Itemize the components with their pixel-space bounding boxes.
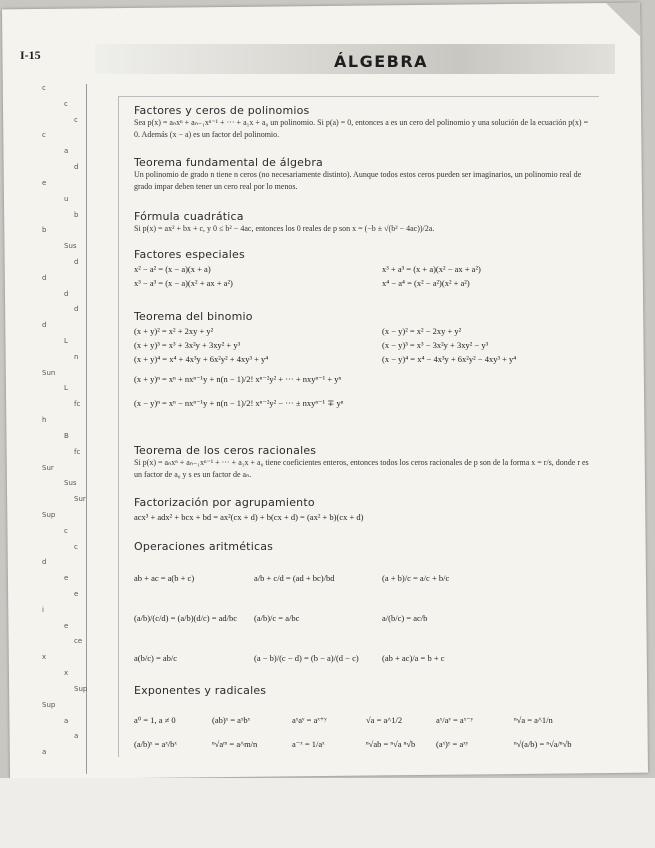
margin-mark: h <box>42 416 47 424</box>
margin-mark: d <box>74 163 79 171</box>
margin-mark: L <box>64 384 68 392</box>
margin-mark: a <box>64 717 69 725</box>
margin-mark: b <box>42 226 47 234</box>
margin-mark: d <box>42 558 47 566</box>
formula: ⁿ√a = a^1/n <box>514 715 553 725</box>
page-number: I-15 <box>20 48 41 62</box>
margin-index <box>34 84 94 774</box>
formula: (a/b)ˣ = aˣ/bˣ <box>134 739 177 749</box>
formula: (ab)ˣ = aˣbˣ <box>212 715 251 725</box>
margin-mark: L <box>64 337 68 345</box>
formula: x³ − a³ = (x − a)(x² + ax + a²) <box>134 278 233 288</box>
margin-mark: e <box>64 574 69 582</box>
margin-mark: a <box>42 748 47 756</box>
formula: x³ + a³ = (x + a)(x² − ax + a²) <box>382 264 481 274</box>
formula: a(b/c) = ab/c <box>134 653 178 663</box>
margin-mark: Sup <box>42 701 56 709</box>
margin-mark: a <box>74 732 79 740</box>
formula: (x − y)³ = x³ − 3x²y + 3xy² − y³ <box>382 340 489 350</box>
formula: (a + b)/c = a/c + b/c <box>382 573 450 583</box>
margin-mark: B <box>64 432 69 440</box>
margin-mark: d <box>74 305 79 313</box>
section-body: Si p(x) = ax² + bx + c, y 0 ≤ b² − 4ac, entonces los 0 reales de p son x = (−b ± √(b² − 4ac))/2a. <box>134 224 435 233</box>
margin-mark: Sup <box>74 685 88 693</box>
margin-mark: c <box>42 84 46 92</box>
margin-mark: Sup <box>42 511 56 519</box>
formula: ⁿ√aᵐ = a^m/n <box>212 739 258 749</box>
formula: a⁰ = 1, a ≠ 0 <box>134 715 176 725</box>
margin-mark: i <box>42 606 44 614</box>
margin-mark: Sun <box>42 369 56 377</box>
section-operaciones <box>134 540 594 670</box>
formula: (a − b)/(c − d) = (b − a)/(d − c) <box>254 653 359 663</box>
section-title: Exponentes y radicales <box>134 684 267 697</box>
section-factores-especiales <box>134 248 594 292</box>
formula: (x − y)² = x² − 2xy + y² <box>382 326 462 336</box>
section-title: Fórmula cuadrática <box>134 210 244 223</box>
margin-mark: fc <box>74 400 81 408</box>
section-body: Un polinomio de grado n tiene n ceros (no necesariamente distinto). Aunque todos estos ceros pueden ser imaginarios, un polinomio real de grado impar deben tener un cero real por lo menos. <box>134 170 582 191</box>
formula: aˣ/aʸ = aˣ⁻ʸ <box>436 715 474 725</box>
section-agrupamiento <box>134 496 594 526</box>
margin-mark: d <box>74 258 79 266</box>
margin-mark: d <box>64 290 69 298</box>
formula: (x + y)⁴ = x⁴ + 4x³y + 6x²y² + 4xy³ + y⁴ <box>134 354 269 364</box>
section-body: Sea p(x) = aₙxⁿ + aₙ₋₁xⁿ⁻¹ + ··· + a₁x + a₀ un polinomio. Si p(a) = 0, entonces a es un cero del polinomio y una solución de la ecuación p(x) = 0. Además (x − a) es un factor del polinomio. <box>134 118 589 139</box>
margin-mark: e <box>74 590 79 598</box>
formula: ⁿ√(a/b) = ⁿ√a/ⁿ√b <box>514 739 572 749</box>
margin-mark: c <box>64 527 68 535</box>
formula: a/b + c/d = (ad + bc)/bd <box>254 573 335 583</box>
formula: (x + y)² = x² + 2xy + y² <box>134 326 214 336</box>
formula: ⁿ√ab = ⁿ√a ⁿ√b <box>366 739 416 749</box>
formula: (ab + ac)/a = b + c <box>382 653 445 663</box>
formula: (x − y)⁴ = x⁴ − 4x³y + 6x²y² − 4xy³ + y⁴ <box>382 354 517 364</box>
margin-mark: fc <box>74 448 81 456</box>
margin-mark: c <box>74 116 78 124</box>
margin-mark: c <box>42 131 46 139</box>
formula: (a/b)/(c/d) = (a/b)(d/c) = ad/bc <box>134 613 238 623</box>
section-title: Operaciones aritméticas <box>134 540 274 553</box>
margin-mark: e <box>42 179 47 187</box>
section-title: Teorema fundamental de álgebra <box>134 156 323 169</box>
section-title: Teorema de los ceros racionales <box>134 444 317 457</box>
formula: ab + ac = a(b + c) <box>134 573 195 583</box>
formula: (a/b)/c = a/bc <box>254 613 300 623</box>
formula: a/(b/c) = ac/b <box>382 613 428 623</box>
formula: (aˣ)ʸ = aˣʸ <box>436 739 469 749</box>
formula: aˣaʸ = aˣ⁺ʸ <box>292 715 327 725</box>
formula: x⁴ − a⁴ = (x² − a²)(x² + a²) <box>382 278 470 288</box>
margin-mark: Sur <box>74 495 86 503</box>
formula: acx³ + adx² + bcx + bd = ax²(cx + d) + b(cx + d) = (ax² + b)(cx + d) <box>134 512 364 522</box>
section-formula-cuadratica <box>134 210 594 235</box>
section-factores-ceros <box>134 104 594 140</box>
section-body: Si p(x) = aₙxⁿ + aₙ₋₁xⁿ⁻¹ + ··· + a₁x + a₀ tiene coeficientes enteros, entonces todos los ceros racionales de p son de la forma x = r/s, donde r es un factor de a₀ y s es un factor de aₙ. <box>134 458 589 479</box>
formula: a⁻ˣ = 1/aˣ <box>292 739 325 749</box>
formula: √a = a^1/2 <box>366 715 403 725</box>
folded-corner <box>606 3 640 37</box>
section-title: Teorema del binomio <box>134 310 253 323</box>
scan-bottom-margin <box>0 778 655 848</box>
section-teorema-fundamental <box>134 156 594 192</box>
formula: (x − y)ⁿ = xⁿ − nxⁿ⁻¹y + n(n − 1)/2! xⁿ⁻²y² − ··· ± nxyⁿ⁻¹ ∓ yⁿ <box>134 398 344 408</box>
section-teorema-binomio <box>134 310 594 418</box>
page-title: ÁLGEBRA <box>334 52 429 71</box>
section-title: Factorización por agrupamiento <box>134 496 315 509</box>
margin-mark: Sus <box>64 242 77 250</box>
margin-mark: ce <box>74 637 83 645</box>
margin-mark: x <box>42 653 47 661</box>
margin-mark: n <box>74 353 79 361</box>
formula: x² − a² = (x − a)(x + a) <box>134 264 211 274</box>
margin-mark: Sus <box>64 479 77 487</box>
section-exponentes <box>134 684 594 764</box>
margin-mark: a <box>64 147 69 155</box>
margin-mark: e <box>64 622 69 630</box>
formula: (x + y)³ = x³ + 3x²y + 3xy² + y³ <box>134 340 241 350</box>
margin-mark: b <box>74 211 79 219</box>
margin-mark: u <box>64 195 69 203</box>
margin-mark: d <box>42 321 47 329</box>
margin-mark: c <box>74 543 78 551</box>
section-title: Factores y ceros de polinomios <box>134 104 310 117</box>
section-ceros-racionales <box>134 444 594 480</box>
margin-mark: d <box>42 274 47 282</box>
margin-mark: x <box>64 669 69 677</box>
margin-mark: c <box>64 100 68 108</box>
section-title: Factores especiales <box>134 248 245 261</box>
formula: (x + y)ⁿ = xⁿ + nxⁿ⁻¹y + n(n − 1)/2! xⁿ⁻²y² + ··· + nxyⁿ⁻¹ + yⁿ <box>134 374 342 384</box>
margin-mark: Sur <box>42 464 54 472</box>
